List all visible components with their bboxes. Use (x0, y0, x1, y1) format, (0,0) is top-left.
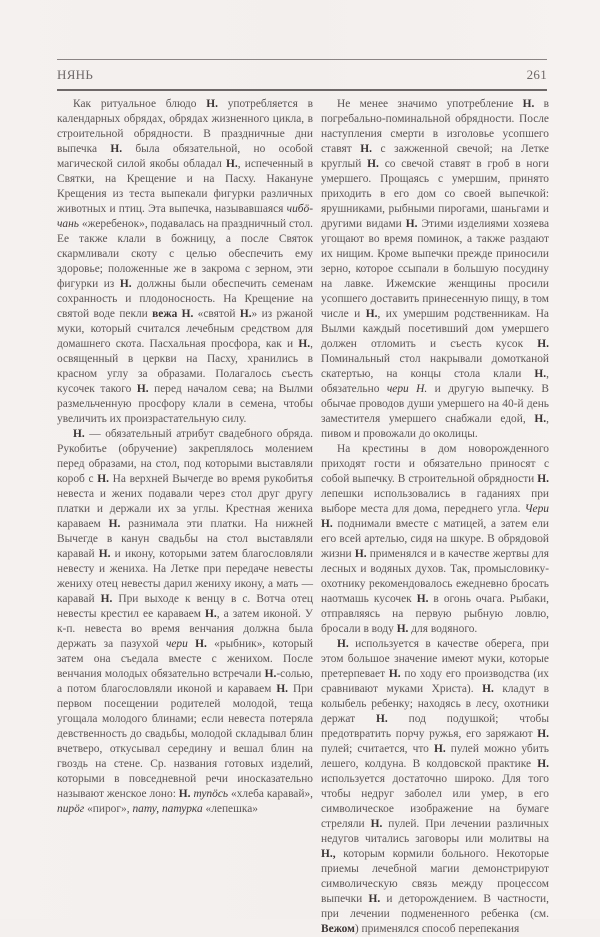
headword-abbrev: Н. (388, 668, 401, 680)
headword-abbrev: вежа Н. (152, 308, 194, 320)
headword-abbrev: Н. (110, 143, 123, 155)
headword-abbrev: Н. (136, 383, 149, 395)
headword-abbrev: Н. (226, 158, 238, 170)
text-run: используется достаточно широко. Для того чтобы недруг заболел или умер, в его символическое изображение на бумаге стреляли (321, 773, 549, 830)
headword-abbrev: Н. (205, 608, 217, 620)
headword-abbrev: Н. (354, 548, 367, 560)
headword-abbrev: Н. (365, 308, 378, 320)
headword-abbrev: Н. (298, 338, 311, 350)
running-head (57, 64, 547, 86)
komi-term: чибö-чань (57, 203, 313, 230)
headword-abbrev: Н. (119, 278, 132, 290)
headword-abbrev: Н. (97, 473, 109, 485)
right-column (321, 97, 549, 937)
text-run: «пирог», (84, 803, 133, 815)
headword-abbrev: Н. (367, 158, 379, 170)
text-run: , пивом и провожали до околицы. (321, 413, 549, 440)
komi-term: тупöсь (193, 788, 229, 800)
text-run: в погребально-поминальной обрядности. После наступления смерти в изголовье усопшего ставят (321, 98, 549, 155)
text-run: «жеребенок», подавалась на праздничный стол. Ее также клали в божницу, а после Святок скармливали скоту с целью обеспечить ему здоровье; положенные же в закрома с зерном, эти фигурки из (57, 218, 313, 290)
text-run: с зажженной свечой; на Летке круглый (321, 143, 549, 170)
text-run: лепешки использовались в гаданиях при выборе места для дома, переднего угла. (321, 488, 549, 515)
text-run: используется в качестве оберега, при этом большое значение имеют муки, которые претерпевает (321, 638, 549, 680)
headword-abbrev: Н., (321, 848, 336, 860)
text-run: Поминальный стол накрывали домотканой скатертью, на концы стола клали (321, 353, 549, 380)
headword-abbrev: Н. (405, 218, 418, 230)
headword-abbrev: Н. (239, 308, 252, 320)
text-run: под подушкой; чтобы предотвратить порчу ружья, его заряжают (321, 713, 549, 740)
komi-term: пирöг (57, 803, 85, 815)
text-run: в огонь очага. Рыбаки, отправляясь на первую рыбную ловлю, бросали в воду (321, 593, 549, 635)
text-run: » из ржаной муки, который считался лечебным средством для домашнего скота. Пасхальная просфора, как и (57, 308, 314, 350)
text-run: пулей. При лечении различных недугов читались заговоры или молитвы на (321, 818, 549, 845)
text-run: «хлеба каравай», (228, 788, 313, 800)
headword-abbrev: Н. (416, 593, 429, 605)
headword-abbrev: Н. (276, 683, 289, 695)
text-run: , обязательно (321, 368, 549, 395)
text-run: , а затем иконой. У к-п. невеста во время венчания должна была держать за пазухой (57, 608, 313, 650)
headword-abbrev: Н. (537, 338, 549, 350)
text-run: употребляется в календарных обрядах, обрядах жизненного цикла, в строительной обрядности. В праздничные дни выпечка (57, 98, 313, 155)
headword-abbrev: Н. (534, 368, 547, 380)
headword-abbrev: Н. (100, 593, 113, 605)
text-run: и другую выпечку. В обычае проводов души умершего на 40-й день заместителя умершего снабжали едой, (321, 383, 549, 425)
headword-abbrev: Н. (195, 638, 207, 650)
text-run: пулей можно убить лешего, колдуна. В колдовской практике (321, 743, 549, 770)
headword-abbrev: Н. (396, 623, 409, 635)
text-run: перед началом сева; на Вылми размельченную просфору клали в семена, чтобы увеличить их произрастательную силу. (57, 383, 313, 425)
komi-term: пату, (132, 803, 160, 815)
text-run: должны были обеспечить семенам сохранность и плодоносность. На Крещение на святой воде пекли (57, 278, 313, 320)
headword-abbrev: Н. (534, 413, 547, 425)
left-column (57, 97, 313, 817)
headword-abbrev: Н. (368, 893, 381, 905)
text-run: При выходе к венцу в с. Вотча отец невесты крестил ее караваем (57, 593, 313, 620)
text-run: Как ритуальное блюдо (73, 98, 207, 110)
text-run: со свечой ставят в гроб в ноги умершего. Прощаясь с умершим, принято приходить в его дом со своей выпечкой: ярушниками, рыбными пирогами, шаньгами и другими видами (321, 158, 549, 230)
headword-abbrev: Н. (537, 728, 549, 740)
headword-abbrev: Н. (206, 98, 218, 110)
page-number: 261 (526, 67, 547, 82)
text-run: и деторождением. В частности, при лечении подмененного ребенка (см. (321, 893, 549, 920)
headword-abbrev: Н. (108, 518, 121, 530)
text-run: по ходу его производства (их сравнивают муками Христа). (321, 668, 549, 695)
paragraph (321, 97, 549, 442)
text-run: разнимала эти платки. На нижней Вычегде в канун свадьбы на стол выставляли каравай (57, 518, 313, 560)
headword-abbrev: Н. (337, 638, 349, 650)
komi-term: чери (165, 638, 188, 650)
text-run: На крестины в дом новорожденного приходят гости и обязательно приносят с собой выпечку. В строительной обрядности (321, 443, 549, 485)
text-run: «святой (193, 308, 240, 320)
text-run: «рыбник», который затем она съедала вместе с женихом. После венчания молодых обязательно встречали (57, 638, 313, 680)
headword-abbrev: Н. (537, 758, 549, 770)
text-run: Не менее значимо употребление (337, 98, 523, 110)
headword-abbrev: Н. (98, 548, 111, 560)
text-run: ) применялся способ перепекания (354, 923, 520, 935)
text-run: пулей; считается, что (321, 743, 434, 755)
komi-term: патурка (161, 803, 203, 815)
running-head-title: НЯНЬ (57, 67, 94, 82)
headword-abbrev: Н. (360, 143, 372, 155)
headword-abbrev: Н. (178, 788, 191, 800)
headword-abbrev: Н. (482, 683, 494, 695)
text-run: -солью, а потом благословляли иконой и караваем (57, 668, 313, 695)
text-run: , испеченный в Святки, на Крещение и на Пасху. Накануне Крещения из теста выпекали фигурки различных животных и птиц. Эта выпечка, называвшаяся (57, 158, 313, 215)
text-run: На верхней Вычегде во время рукобитья невеста и жених подавали через стол друг другу платки и держали их за углы. Крестная жениха караваем (57, 473, 313, 530)
text-run: Этими изделиями хозяева угощают во время поминок, а также раздают их нищим. Кроме выпечки прежде приносили зерно, которое ссыпали в большую посудину на лавке. Ижемские женщины просили усопшего доставить принесенную пищу, в том числе и (321, 218, 550, 320)
text-run: кладут в колыбель ребенку; находясь в лесу, охотники держат (321, 683, 549, 725)
paragraph (321, 637, 549, 937)
text-run: При первом посещении родителей молодой, теща угощала молодого блинами; если невеста потеряла девственность до свадьбы, молодой складывал блин вчетверо, откусывал середину и вешал блин на гвоздь на стене. Ср. названия готовых изделий, которыми в повседневной речи иносказательно называют женское лоно: (57, 683, 313, 800)
headword-abbrev: Н. (73, 428, 85, 440)
headword-abbrev: Н. (537, 473, 549, 485)
paragraph (57, 97, 313, 427)
headword-abbrev: Вежом (321, 923, 355, 935)
headword-abbrev: Н. (370, 818, 383, 830)
text-run: , освященный в церкви на Пасху, хранились в красном углу за образами. Полагалось съесть кусочек такого (57, 338, 313, 395)
text-run: для водяного. (408, 623, 478, 635)
text-run: применялся и в качестве жертвы для лесных и водяных духов. Так, промысловику-охотнику рекомендовалось ежедневно бросать наотмашь кусочек (321, 548, 549, 605)
komi-term: чери Н. (386, 383, 428, 395)
paragraph (321, 442, 549, 637)
header-rule-bottom (57, 89, 547, 91)
komi-term: Чери (524, 503, 549, 515)
text-run: была обязательной, но особой магической силой якобы обладал (57, 143, 313, 170)
headword-abbrev: Н. (376, 713, 388, 725)
text-run: и икону, которыми затем благословляли невесту и жениха. На Летке при передаче невесты жениху отец невесты дарил жениху икону, а мать — каравай (57, 548, 313, 605)
text-run: которым кормили больного. Некоторые приемы лечебной магии демонстрируют символическую связь между процессом выпечки (321, 848, 549, 905)
text-run: — обязательный атрибут свадебного обряда. Рукобитье (обручение) закреплялось молением перед образами, на стол, под которыми выставляли короб с (57, 428, 313, 485)
headword-abbrev: Н. (522, 98, 535, 110)
header-rule-top (57, 59, 547, 60)
text-run: «лепешка» (202, 803, 258, 815)
headword-abbrev: Н. (264, 668, 277, 680)
headword-abbrev: Н. (433, 743, 446, 755)
text-run: поднимали вместе с матицей, а затем ели его всей артелью, сидя на шкуре. В обрядовой жизни (321, 518, 549, 560)
paragraph (57, 427, 313, 817)
headword-abbrev: Н. (321, 518, 333, 530)
text-run: , их умершим родственникам. На Вылми каждый посетивший дом умершего должен отломить и съесть кусок (321, 308, 549, 350)
